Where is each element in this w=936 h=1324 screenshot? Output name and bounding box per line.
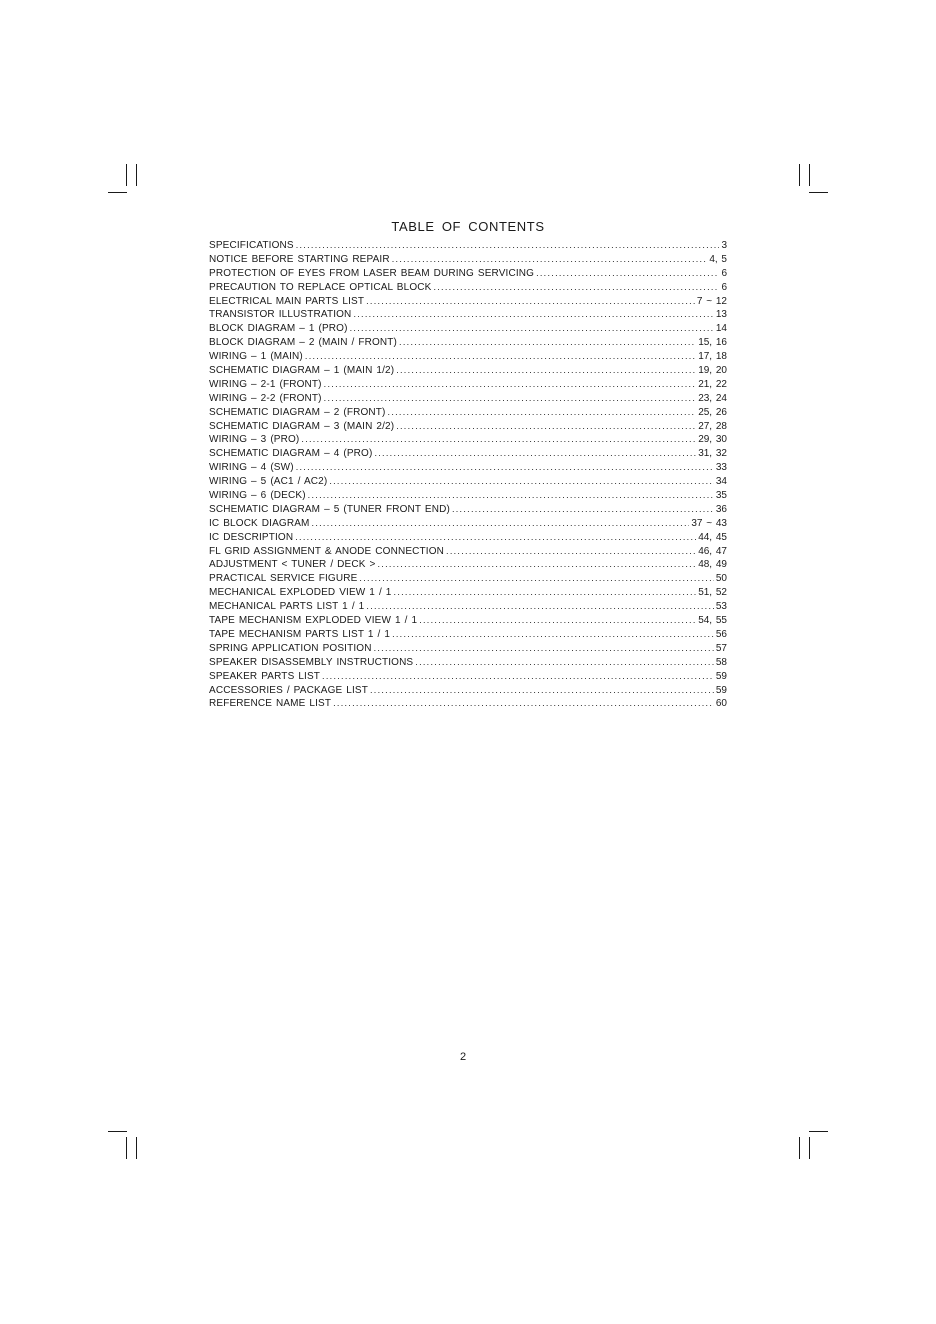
toc-entry-label: TAPE MECHANISM PARTS LIST 1 / 1 (209, 628, 391, 640)
toc-entry (209, 531, 727, 545)
toc-leader-dots (333, 697, 714, 711)
toc-leader-dots (322, 670, 714, 684)
toc-entry (209, 433, 727, 447)
toc-entry-label: BLOCK DIAGRAM – 1 (PRO) (209, 323, 348, 335)
toc-entry-label: SCHEMATIC DIAGRAM – 3 (MAIN 2/2) (209, 420, 395, 432)
crop-mark-bottom-right-vertical-inner (809, 1137, 810, 1159)
toc-leader-dots (374, 447, 696, 461)
toc-entry-label: REFERENCE NAME LIST (209, 698, 332, 710)
toc-entry-page: 57 (715, 642, 727, 654)
toc-entry-label: WIRING – 6 (DECK) (209, 490, 306, 502)
toc-leader-dots (392, 628, 714, 642)
toc-leader-dots (350, 322, 714, 336)
toc-leader-dots (329, 475, 714, 489)
toc-entry-label: IC BLOCK DIAGRAM (209, 517, 310, 529)
toc-entry (209, 447, 727, 461)
toc-entry-page: 46, 47 (698, 545, 727, 557)
toc-entry (209, 267, 727, 281)
toc-entry-label: SPECIFICATIONS (209, 240, 294, 251)
page-number: 2 (459, 1051, 467, 1063)
toc-entry-label: WIRING – 4 (SW) (209, 462, 294, 474)
toc-entry-label: MECHANICAL PARTS LIST 1 / 1 (209, 601, 365, 613)
toc-leader-dots (366, 295, 695, 309)
toc-title: TABLE OF CONTENTS (391, 219, 545, 234)
toc-entry-page: 6 (721, 281, 727, 293)
toc-entry-page: 35 (715, 490, 727, 502)
toc-entry-label: WIRING – 2-2 (FRONT) (209, 392, 322, 404)
toc-leader-dots (353, 308, 713, 322)
crop-mark-top-right-horizontal (809, 192, 828, 193)
toc-entry-page: 21, 22 (698, 378, 727, 390)
toc-entry-page: 27, 28 (698, 420, 727, 432)
toc-entry-page: 36 (715, 503, 727, 515)
toc-leader-dots (296, 461, 714, 475)
toc-entry-page: 54, 55 (698, 615, 727, 627)
toc-entry-page: 59 (715, 684, 727, 696)
toc-entry (209, 489, 727, 503)
crop-mark-top-left-horizontal (108, 192, 127, 193)
toc-entry-page: 53 (715, 601, 727, 613)
toc-leader-dots (312, 517, 690, 531)
toc-entry-label: SCHEMATIC DIAGRAM – 5 (TUNER FRONT END) (209, 503, 450, 515)
crop-mark-bottom-right-vertical-outer (799, 1137, 800, 1159)
toc-leader-dots (308, 489, 714, 503)
toc-entry-page: 4, 5 (709, 253, 727, 265)
toc-entry-page: 58 (715, 656, 727, 668)
toc-leader-dots (452, 503, 714, 517)
toc-entry-label: FL GRID ASSIGNMENT & ANODE CONNECTION (209, 545, 445, 557)
toc-entry (209, 406, 727, 420)
toc-leader-dots (378, 558, 697, 572)
toc-entry-page: 23, 24 (698, 392, 727, 404)
toc-entry (209, 239, 727, 253)
toc-entry (209, 420, 727, 434)
toc-entry-label: ADJUSTMENT < TUNER / DECK > (209, 559, 376, 571)
toc-entry-label: WIRING – 3 (PRO) (209, 434, 300, 446)
toc-leader-dots (359, 572, 713, 586)
toc-entry-page: 50 (715, 573, 727, 585)
toc-entry-label: WIRING – 1 (MAIN) (209, 351, 303, 363)
toc-entry-label: WIRING – 5 (AC1 / AC2) (209, 476, 328, 488)
toc-leader-dots (295, 531, 696, 545)
toc-entry-label: BLOCK DIAGRAM – 2 (MAIN / FRONT) (209, 337, 398, 349)
crop-mark-bottom-right-horizontal (809, 1131, 828, 1132)
toc-entry-label: SPRING APPLICATION POSITION (209, 642, 372, 654)
toc-entry (209, 558, 727, 572)
toc-leader-dots (324, 392, 697, 406)
toc-leader-dots (324, 378, 697, 392)
toc-entry-page: 51, 52 (698, 587, 727, 599)
toc-leader-dots (392, 253, 708, 267)
toc-entry-label: SPEAKER DISASSEMBLY INSTRUCTIONS (209, 656, 414, 668)
toc-entry-page: 56 (715, 628, 727, 640)
toc-entry-page: 37 ~ 43 (691, 517, 727, 529)
toc-entry-page: 3 (721, 240, 727, 251)
toc-entry (209, 656, 727, 670)
toc-entry-page: 34 (715, 476, 727, 488)
toc-entry-label: SCHEMATIC DIAGRAM – 4 (PRO) (209, 448, 373, 460)
toc-entry (209, 308, 727, 322)
toc-list (209, 239, 727, 711)
toc-entry-label: SPEAKER PARTS LIST (209, 670, 321, 682)
toc-entry (209, 642, 727, 656)
crop-mark-top-right-vertical-inner (809, 164, 810, 186)
toc-entry (209, 670, 727, 684)
toc-leader-dots (396, 420, 696, 434)
toc-leader-dots (301, 433, 696, 447)
toc-entry (209, 253, 727, 267)
toc-entry-page: 7 ~ 12 (696, 295, 727, 307)
toc-leader-dots (419, 614, 696, 628)
toc-entry-page: 6 (721, 267, 727, 279)
toc-entry-page: 60 (715, 698, 727, 710)
toc-entry-page: 19, 20 (698, 365, 727, 377)
toc-entry (209, 378, 727, 392)
crop-mark-top-left-vertical-outer (136, 164, 137, 186)
toc-leader-dots (433, 281, 719, 295)
toc-entry-page: 13 (715, 309, 727, 321)
toc-entry-page: 31, 32 (698, 448, 727, 460)
toc-entry (209, 322, 727, 336)
toc-entry-label: WIRING – 2-1 (FRONT) (209, 378, 322, 390)
toc-entry-page: 44, 45 (698, 531, 727, 543)
toc-entry-label: NOTICE BEFORE STARTING REPAIR (209, 253, 390, 265)
crop-mark-bottom-left-vertical-outer (136, 1137, 137, 1159)
crop-mark-bottom-left-horizontal (108, 1131, 127, 1132)
toc-entry (209, 614, 727, 628)
toc-entry-page: 29, 30 (698, 434, 727, 446)
toc-leader-dots (388, 406, 697, 420)
toc-leader-dots (374, 642, 714, 656)
toc-leader-dots (396, 364, 696, 378)
toc-leader-dots (366, 600, 713, 614)
toc-entry (209, 628, 727, 642)
toc-entry (209, 586, 727, 600)
toc-entry (209, 281, 727, 295)
toc-entry (209, 517, 727, 531)
toc-entry-page: 33 (715, 462, 727, 474)
toc-entry-label: ACCESSORIES / PACKAGE LIST (209, 684, 368, 696)
crop-mark-top-right-vertical-outer (799, 164, 800, 186)
toc-entry (209, 697, 727, 711)
toc-entry-page: 25, 26 (698, 406, 727, 418)
toc-entry-label: IC DESCRIPTION (209, 531, 294, 543)
toc-entry-label: PRECAUTION TO REPLACE OPTICAL BLOCK (209, 281, 432, 293)
crop-mark-bottom-left-vertical-inner (126, 1137, 127, 1159)
toc-entry-label: PROTECTION OF EYES FROM LASER BEAM DURING SERVICING (209, 267, 535, 279)
toc-entry (209, 392, 727, 406)
toc-leader-dots (370, 684, 714, 698)
toc-entry (209, 295, 727, 309)
toc-leader-dots (394, 586, 697, 600)
toc-leader-dots (536, 267, 719, 281)
toc-entry-label: PRACTICAL SERVICE FIGURE (209, 573, 358, 585)
toc-entry (209, 336, 727, 350)
toc-entry-label: ELECTRICAL MAIN PARTS LIST (209, 295, 365, 307)
toc-entry-page: 48, 49 (698, 559, 727, 571)
toc-leader-dots (399, 336, 696, 350)
toc-entry-page: 17, 18 (698, 351, 727, 363)
toc-entry-label: SCHEMATIC DIAGRAM – 2 (FRONT) (209, 406, 386, 418)
toc-leader-dots (415, 656, 714, 670)
toc-entry (209, 684, 727, 698)
toc-leader-dots (446, 545, 696, 559)
toc-entry-page: 59 (715, 670, 727, 682)
toc-entry (209, 350, 727, 364)
toc-entry (209, 600, 727, 614)
toc-entry (209, 572, 727, 586)
toc-leader-dots (305, 350, 696, 364)
toc-entry-label: SCHEMATIC DIAGRAM – 1 (MAIN 1/2) (209, 365, 395, 377)
toc-entry-label: TRANSISTOR ILLUSTRATION (209, 309, 352, 321)
toc-entry (209, 364, 727, 378)
toc-entry (209, 503, 727, 517)
crop-mark-top-left-vertical-inner (126, 164, 127, 186)
toc-entry-page: 15, 16 (698, 337, 727, 349)
toc-entry-label: TAPE MECHANISM EXPLODED VIEW 1 / 1 (209, 615, 418, 627)
toc-entry (209, 461, 727, 475)
toc-leader-dots (296, 239, 720, 253)
toc-entry (209, 545, 727, 559)
toc-entry (209, 475, 727, 489)
toc-entry-label: MECHANICAL EXPLODED VIEW 1 / 1 (209, 587, 392, 599)
toc-entry-page: 14 (715, 323, 727, 335)
